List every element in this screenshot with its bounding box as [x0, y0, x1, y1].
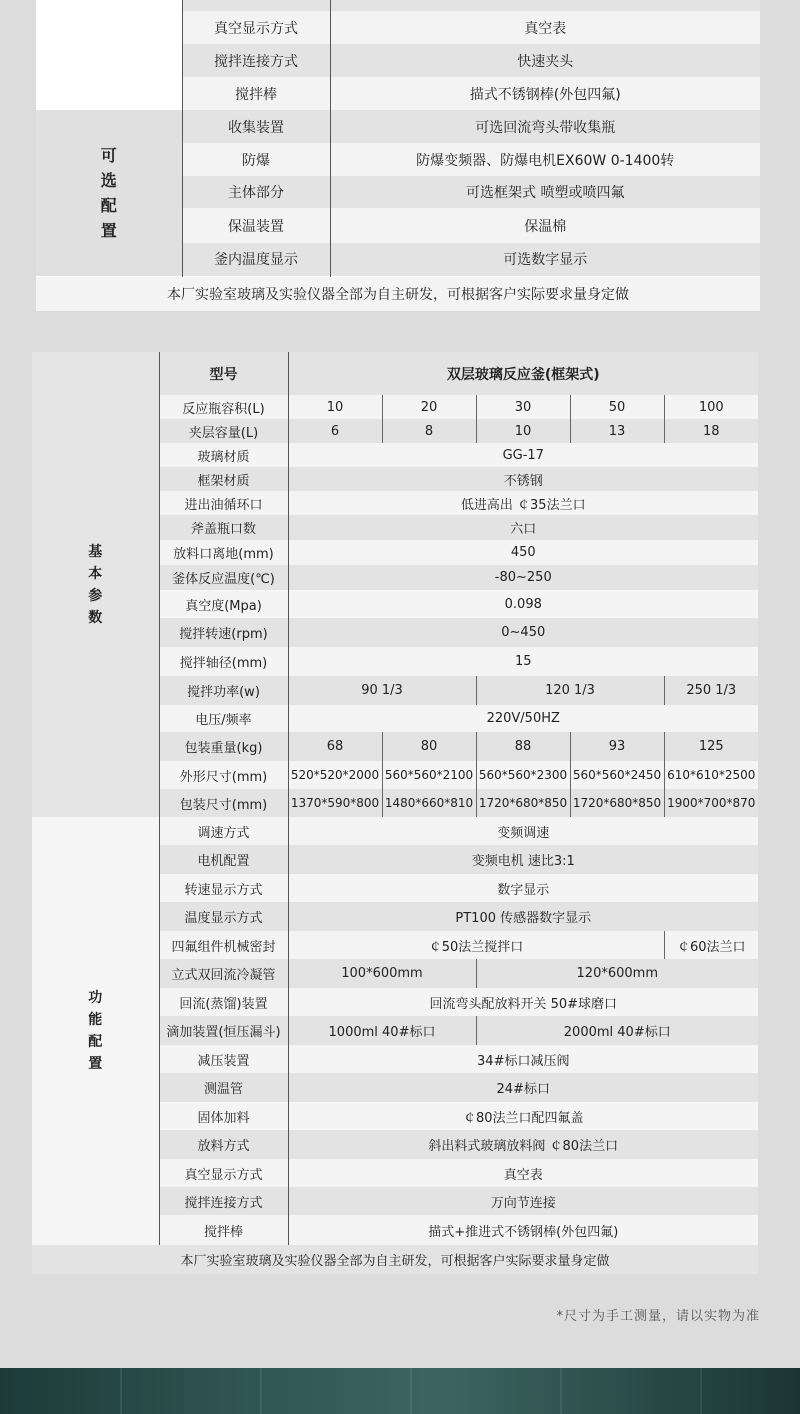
row-label: 搅拌轴径(mm)	[159, 647, 288, 676]
table-header-row	[32, 352, 758, 395]
cell: 1720*680*850	[570, 789, 664, 817]
cell: 20	[382, 395, 476, 419]
row-label: 防爆	[182, 143, 330, 176]
model-value: 双层玻璃反应釜(框架式)	[288, 352, 758, 395]
row-label: 框架材质	[159, 467, 288, 491]
row-label: 放料口离地(mm)	[159, 540, 288, 565]
cell: 6	[288, 419, 382, 443]
cell: 68	[288, 732, 382, 761]
row-label: 测温管	[159, 1073, 288, 1102]
row-value: 可选回流弯头带收集瓶	[330, 110, 760, 143]
row-value: 0~450	[288, 618, 758, 647]
row-label: 保温装置	[182, 208, 330, 243]
row-value: 防爆变频器、防爆电机EX60W 0-1400转	[330, 143, 760, 176]
table-row	[36, 110, 760, 143]
cell: 1000ml 40#标口	[288, 1016, 476, 1045]
model-label: 型号	[159, 352, 288, 395]
row-label: 滴加装置(恒压漏斗)	[159, 1016, 288, 1045]
cell: 560*560*2300	[476, 761, 570, 789]
row-value: 回流弯头配放料开关 50#球磨口	[288, 988, 758, 1016]
row-value: ￠80法兰口配四氟盖	[288, 1102, 758, 1130]
cell: 30	[476, 395, 570, 419]
row-label: 玻璃材质	[159, 443, 288, 467]
row-label: 搅拌功率(w)	[159, 676, 288, 705]
row-value: 斜出料式玻璃放料阀 ￠80法兰口	[288, 1130, 758, 1159]
cell: 125	[664, 732, 758, 761]
cell: 1900*700*870	[664, 789, 758, 817]
band-stripe	[560, 1368, 562, 1414]
row-value: 可选数字显示	[330, 243, 760, 276]
cell: 250 1/3	[664, 676, 758, 705]
row-value: 34#标口减压阀	[288, 1045, 758, 1073]
cell: 120*600mm	[476, 959, 758, 988]
optional-group-label	[36, 110, 182, 276]
optional-config-table	[36, 0, 760, 311]
measurement-note: *尺寸为手工测量，请以实物为准	[556, 1309, 760, 1324]
function-config-text: 功能配置	[88, 990, 103, 1072]
row-label: 搅拌棒	[182, 77, 330, 110]
basic-params-group	[32, 352, 159, 817]
row-value: 15	[288, 647, 758, 676]
row-value: 0.098	[288, 590, 758, 618]
row-label: 调速方式	[159, 817, 288, 845]
table-footer: 本厂实验室玻璃及实验仪器全部为自主研发，可根据客户实际要求量身定做	[36, 276, 760, 311]
row-value: 24#标口	[288, 1073, 758, 1102]
cell: 1480*660*810	[382, 789, 476, 817]
band-stripe	[260, 1368, 262, 1414]
group-cell	[36, 0, 182, 110]
spec-table	[32, 352, 758, 1274]
cell: 520*520*2000	[288, 761, 382, 789]
table-footer: 本厂实验室玻璃及实验仪器全部为自主研发，可根据客户实际要求量身定做	[32, 1245, 758, 1274]
table-row	[32, 817, 758, 845]
row-label: 搅拌棒	[159, 1215, 288, 1245]
row-label: 电机配置	[159, 845, 288, 874]
row-label	[182, 0, 330, 11]
row-label: 转速显示方式	[159, 874, 288, 902]
row-value: -80~250	[288, 565, 758, 590]
cell: 560*560*2100	[382, 761, 476, 789]
cell: 2000ml 40#标口	[476, 1016, 758, 1045]
cell: ￠60法兰口	[664, 931, 758, 959]
row-label: 温度显示方式	[159, 902, 288, 931]
cell: 1370*590*800	[288, 789, 382, 817]
row-value: GG-17	[288, 443, 758, 467]
row-label: 包装重量(kg)	[159, 732, 288, 761]
row-label: 夹层容量(L)	[159, 419, 288, 443]
cell: 80	[382, 732, 476, 761]
row-value: 220V/50HZ	[288, 705, 758, 732]
row-label: 真空显示方式	[159, 1159, 288, 1187]
row-value: 可选框架式 喷塑或喷四氟	[330, 176, 760, 208]
row-label: 回流(蒸馏)装置	[159, 988, 288, 1016]
row-label: 固体加料	[159, 1102, 288, 1130]
cell: 100	[664, 395, 758, 419]
cell: 10	[476, 419, 570, 443]
row-value: 描式不锈钢棒(外包四氟)	[330, 77, 760, 110]
row-value: 真空表	[288, 1159, 758, 1187]
row-value: 数字显示	[288, 874, 758, 902]
basic-params-text: 基本参数	[88, 543, 103, 626]
row-label: 电压/频率	[159, 705, 288, 732]
cell: 88	[476, 732, 570, 761]
row-value: 真空表	[330, 11, 760, 44]
table-footer-row	[36, 276, 760, 311]
optional-group-text: 可选配置	[100, 145, 117, 240]
row-label: 真空度(Mpa)	[159, 590, 288, 618]
cell: 100*600mm	[288, 959, 476, 988]
row-value: 450	[288, 540, 758, 565]
row-value	[330, 0, 760, 11]
cell: 90 1/3	[288, 676, 476, 705]
table-footer-row	[32, 1245, 758, 1274]
cell: 93	[570, 732, 664, 761]
row-label: 真空显示方式	[182, 11, 330, 44]
row-value: 万向节连接	[288, 1187, 758, 1215]
row-label: 搅拌连接方式	[159, 1187, 288, 1215]
row-label: 釜体反应温度(℃)	[159, 565, 288, 590]
row-label: 进出油循环口	[159, 491, 288, 515]
cell: 610*610*2500	[664, 761, 758, 789]
row-value: 六口	[288, 515, 758, 540]
row-label: 四氟组件机械密封	[159, 931, 288, 959]
cell: 8	[382, 419, 476, 443]
decorative-photo-band	[0, 1368, 800, 1414]
table-row	[36, 0, 760, 11]
cell: 50	[570, 395, 664, 419]
row-label: 包装尺寸(mm)	[159, 789, 288, 817]
row-label: 放料方式	[159, 1130, 288, 1159]
band-stripe	[700, 1368, 702, 1414]
cell: 13	[570, 419, 664, 443]
row-value: PT100 传感器数字显示	[288, 902, 758, 931]
row-value: 描式+推进式不锈钢棒(外包四氟)	[288, 1215, 758, 1245]
row-label: 收集装置	[182, 110, 330, 143]
row-label: 斧盖瓶口数	[159, 515, 288, 540]
row-value: 变频电机 速比3:1	[288, 845, 758, 874]
row-label: 搅拌转速(rpm)	[159, 618, 288, 647]
cell: 10	[288, 395, 382, 419]
row-value: 快速夹头	[330, 44, 760, 77]
band-stripe	[120, 1368, 122, 1414]
row-label: 釜内温度显示	[182, 243, 330, 276]
row-value: 保温棉	[330, 208, 760, 243]
row-label: 立式双回流冷凝管	[159, 959, 288, 988]
row-value: 不锈钢	[288, 467, 758, 491]
row-label: 外形尺寸(mm)	[159, 761, 288, 789]
band-stripe	[410, 1368, 412, 1414]
function-config-group	[32, 817, 159, 1245]
cell: ￠50法兰搅拌口	[288, 931, 664, 959]
row-value: 低进高出 ￠35法兰口	[288, 491, 758, 515]
row-label: 搅拌连接方式	[182, 44, 330, 77]
row-label: 主体部分	[182, 176, 330, 208]
row-label: 反应瓶容积(L)	[159, 395, 288, 419]
cell: 1720*680*850	[476, 789, 570, 817]
row-value: 变频调速	[288, 817, 758, 845]
cell: 120 1/3	[476, 676, 664, 705]
cell: 18	[664, 419, 758, 443]
row-label: 减压装置	[159, 1045, 288, 1073]
cell: 560*560*2450	[570, 761, 664, 789]
